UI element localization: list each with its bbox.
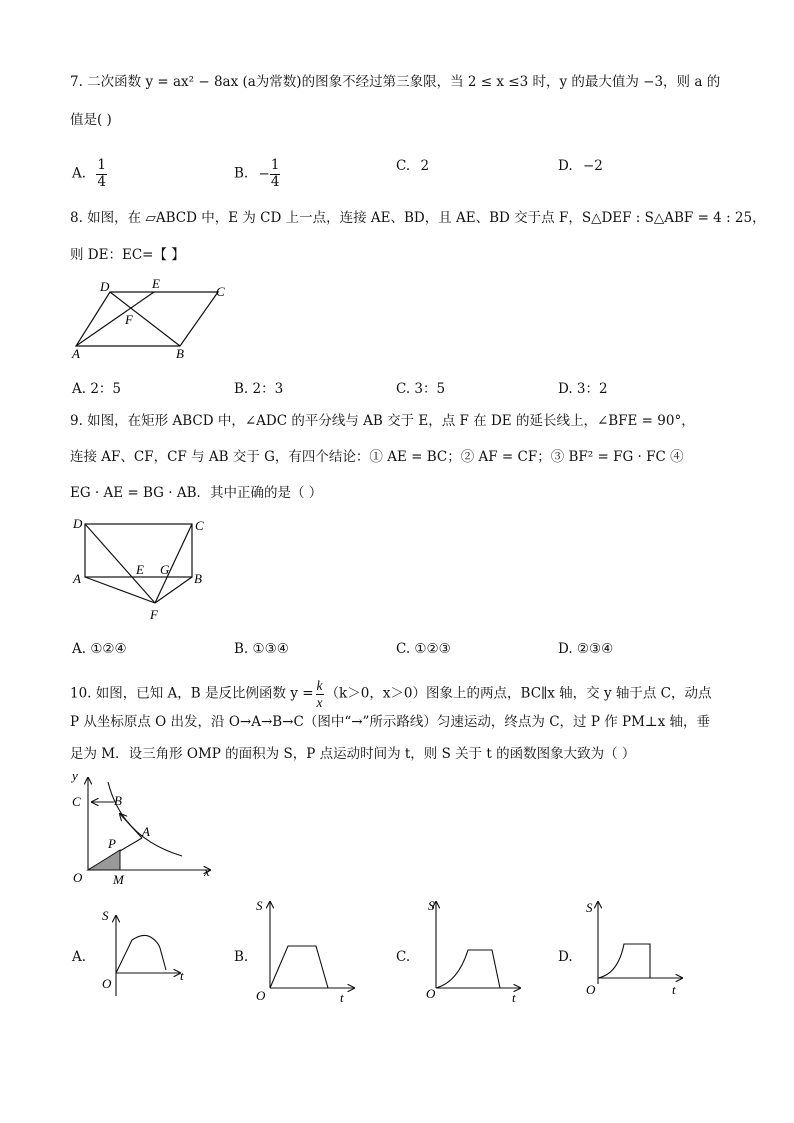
fraction: $\frac{1}{4}$ <box>270 157 280 190</box>
q7-stem-line2: 值是( ) <box>70 112 112 128</box>
graph-curve <box>598 944 650 978</box>
q9-option-d[interactable]: D. ②③④ <box>558 641 614 657</box>
label-s: S <box>428 898 435 913</box>
q10-stem-line3: 足为 M．设三角形 OMP 的面积为 S，P 点运动时间为 t，则 S 关于 t 的函数图象大致为（ ） <box>70 746 636 762</box>
q7-option-a[interactable]: A. $\frac{1}{4}$ <box>72 157 106 190</box>
q9-option-b[interactable]: B. ①③④ <box>234 641 289 657</box>
label-s: S <box>586 900 593 915</box>
label-p: P <box>108 836 116 851</box>
q9-option-c[interactable]: C. ①②③ <box>396 641 451 657</box>
label-o: O <box>586 982 596 997</box>
label-b: B <box>194 571 202 586</box>
q10-option-b-graph[interactable] <box>250 898 360 1006</box>
q8-option-a[interactable]: A. 2：5 <box>72 381 122 397</box>
q10-option-b-label[interactable]: B. <box>234 949 249 965</box>
q10-option-a-graph[interactable] <box>96 908 191 996</box>
label-e: E <box>152 276 160 291</box>
label-t: t <box>512 990 516 1005</box>
segment-ae <box>76 292 154 346</box>
label-y: y <box>72 768 78 783</box>
q8-option-c[interactable]: C. 3：5 <box>396 381 446 397</box>
q8-stem-line1: 8. 如图，在 ▱ABCD 中，E 为 CD 上一点，连接 AE、BD，且 AE、BD 交于点 F，S△DEF : S△ABF = 4 : 25， <box>70 210 766 226</box>
q7-option-c[interactable]: C. 2 <box>396 158 430 174</box>
q9-figure <box>70 514 210 626</box>
q10-option-d-graph[interactable] <box>578 898 688 998</box>
label-t: t <box>180 968 184 983</box>
label-t: t <box>672 982 676 997</box>
triangle-omp <box>88 850 120 870</box>
label-s: S <box>102 908 109 923</box>
path-ab <box>120 814 142 838</box>
label-a: A <box>72 346 80 361</box>
q10-stem-line2: P 从坐标原点 O 出发，沿 O→A→B→C（图中“→”所示路线）匀速运动，终点为 C，过 P 作 PM⊥x 轴，垂 <box>70 714 711 730</box>
q10-option-c-graph[interactable] <box>416 898 526 1006</box>
q8-figure <box>68 278 238 360</box>
label-b: B <box>176 346 184 361</box>
q8-option-d[interactable]: D. 3：2 <box>558 381 608 397</box>
graph-curve <box>270 946 328 988</box>
label-g: G <box>160 562 170 577</box>
label-d: D <box>100 279 110 294</box>
label-b: B <box>114 793 122 808</box>
q9-stem-line2: 连接 AF、CF，CF 与 AB 交于 G，有四个结论：① AE = BC；② AF = CF；③ BF² = FG · FC ④ <box>70 449 684 465</box>
label-d: D <box>73 516 83 531</box>
q7-stem-line1: 7. 二次函数 y = ax² − 8ax (a为常数)的图象不经过第三象限，当 2 ≤ x ≤3 时，y 的最大值为 −3，则 a 的 <box>70 74 721 90</box>
fraction: $\frac{1}{4}$ <box>97 157 106 190</box>
q7-option-b[interactable]: B. − $\frac{1}{4}$ <box>234 157 280 190</box>
parallelogram-abcd <box>76 292 218 346</box>
label-t: t <box>340 990 344 1005</box>
q9-stem-line3: EG · AE = BG · AB．其中正确的是（ ） <box>70 485 323 501</box>
q8-option-b[interactable]: B. 2：3 <box>234 381 284 397</box>
label-f: F <box>125 312 133 327</box>
graph-curve <box>116 935 166 973</box>
q10-option-a-label[interactable]: A. <box>72 949 87 965</box>
label-a: A <box>73 571 81 586</box>
label-c: C <box>72 794 81 809</box>
q10-stem-line1: 10. 如图，已知 A，B 是反比例函数 y = $\frac{k}{x}$ （k＞0，x＞0）图象上的两点，BC∥x 轴，交 y 轴于点 C，动点 <box>70 678 712 710</box>
label-c: C <box>216 284 225 299</box>
label-o: O <box>73 870 83 885</box>
q10-option-c-label[interactable]: C. <box>396 949 411 965</box>
graph-curve <box>436 950 500 988</box>
segment-bd <box>110 292 180 346</box>
label-o: O <box>256 988 266 1003</box>
segment-df <box>85 524 155 603</box>
fraction-k-over-x: $\frac{k}{x}$ <box>316 678 323 710</box>
label-s: S <box>256 898 263 913</box>
label-x: x <box>204 864 210 879</box>
q10-option-d-label[interactable]: D. <box>558 949 573 965</box>
label-c: C <box>195 518 204 533</box>
label-f: F <box>150 607 158 622</box>
segment-af <box>85 577 155 603</box>
q8-stem-line2: 则 DE：EC=【 】 <box>70 247 185 263</box>
q7-option-d[interactable]: D. −2 <box>558 158 603 174</box>
q10-figure <box>70 768 220 888</box>
label-e: E <box>136 562 144 577</box>
label-o: O <box>102 976 112 991</box>
label-a: A <box>142 824 150 839</box>
q9-option-a[interactable]: A. ①②④ <box>72 641 127 657</box>
q9-stem-line1: 9. 如图，在矩形 ABCD 中，∠ADC 的平分线与 AB 交于 E，点 F 在 DE 的延长线上，∠BFE = 90°， <box>70 413 695 429</box>
label-o: O <box>426 986 436 1001</box>
label-m: M <box>113 872 124 887</box>
